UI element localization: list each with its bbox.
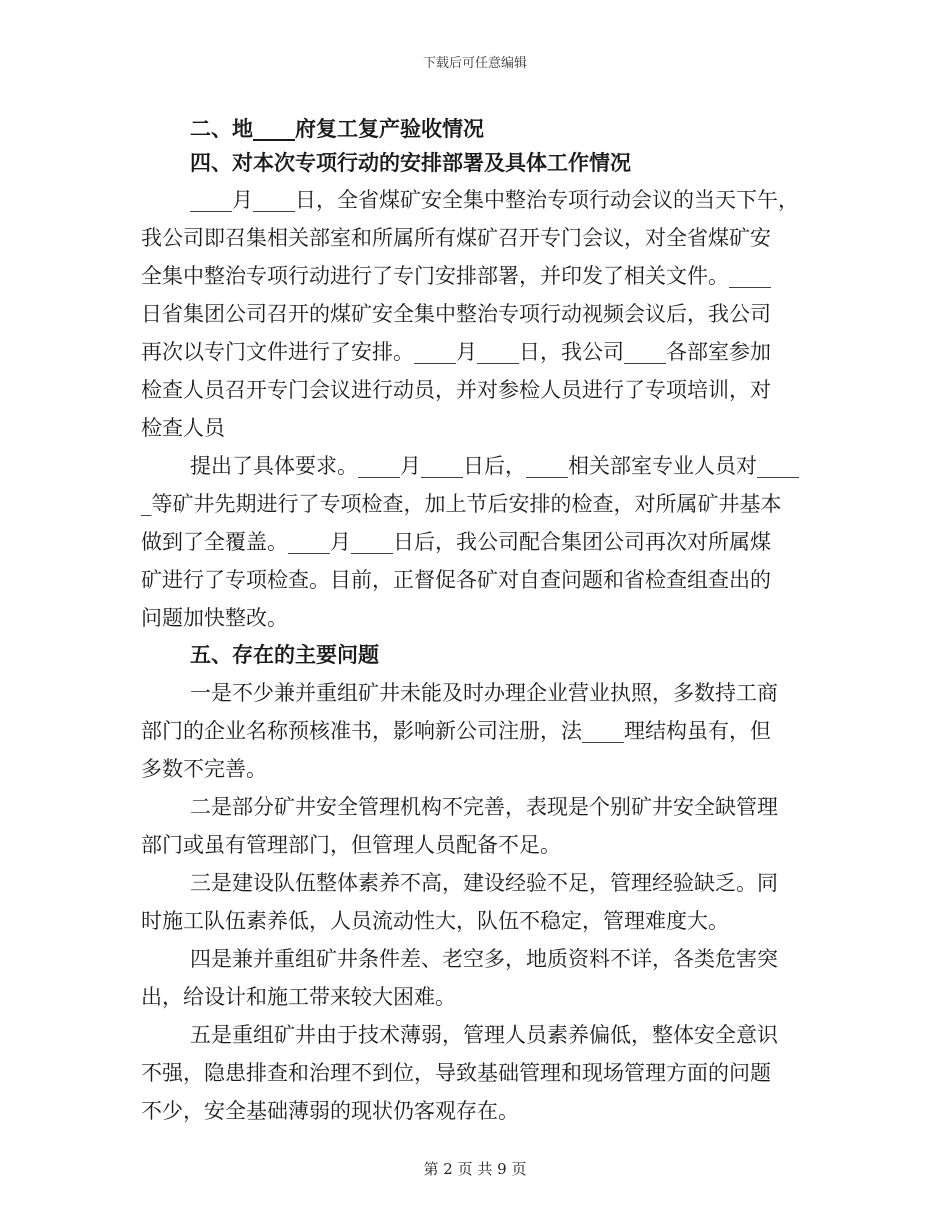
paragraph-line: 检查人员召开专门会议进行动员，并对参检人员进行了专项培训，对 [141, 378, 771, 402]
section-heading: 五、存在的主要问题 [190, 642, 379, 667]
page-footer: 第 2 页 共 9 页 [423, 1160, 527, 1178]
paragraph-line: 二是部分矿井安全管理机构不完善，表现是个别矿井安全缺管理 [190, 795, 778, 819]
paragraph-line: 部门的企业名称预核准书，影响新公司注册，法____理结构虽有，但 [141, 719, 771, 743]
paragraph-line: 全集中整治专项行动进行了专门安排部署，并印发了相关文件。____ [141, 264, 771, 288]
paragraph-line: _等矿井先期进行了专项检查，加上节后安排的检查，对所属矿井基本 [141, 492, 782, 516]
paragraph-line: 日省集团公司召开的煤矿安全集中整治专项行动视频会议后，我公司 [141, 302, 771, 326]
paragraph-line: 提出了具体要求。____月____日后，____相关部室专业人员对____ [190, 454, 799, 478]
page-header: 下载后可任意编辑 [422, 56, 527, 71]
paragraph-line: 一是不少兼并重组矿井未能及时办理企业营业执照，多数持工商 [190, 681, 778, 705]
paragraph-line: 矿进行了专项检查。目前，正督促各矿对自查问题和省检查组查出的 [141, 568, 771, 592]
paragraph-line: 部门或虽有管理部门，但管理人员配备不足。 [141, 833, 561, 857]
paragraph-line: 时施工队伍素养低，人员流动性大，队伍不稳定，管理难度大。 [141, 909, 729, 933]
paragraph-line: 三是建设队伍整体素养不高，建设经验不足，管理经验缺乏。同 [190, 871, 778, 895]
paragraph-line: 问题加快整改。 [141, 606, 288, 630]
paragraph-line: 我公司即召集相关部室和所属所有煤矿召开专门会议，对全省煤矿安 [141, 226, 771, 250]
paragraph-line: 多数不完善。 [141, 757, 267, 781]
paragraph-line: 四是兼并重组矿井条件差、老空多，地质资料不详，各类危害突 [190, 947, 778, 971]
paragraph-line: ____月____日，全省煤矿安全集中整治专项行动会议的当天下午， [190, 188, 799, 212]
paragraph-line: 再次以专门文件进行了安排。____月____日，我公司____各部室参加 [141, 340, 771, 364]
paragraph-line: 不少，安全基础薄弱的现状仍客观存在。 [141, 1099, 519, 1123]
paragraph-line: 检查人员 [141, 416, 225, 440]
section-heading: 四、对本次专项行动的安排部署及具体工作情况 [190, 150, 631, 175]
paragraph-line: 五是重组矿井由于技术薄弱，管理人员素养偏低，整体安全意识 [190, 1023, 778, 1047]
paragraph-line: 不强，隐患排查和治理不到位，导致基础管理和现场管理方面的问题 [141, 1061, 771, 1085]
section-heading: 二、地____府复工复产验收情况 [190, 116, 484, 141]
paragraph-line: 做到了全覆盖。____月____日后，我公司配合集团公司再次对所属煤 [141, 530, 771, 554]
paragraph-line: 出，给设计和施工带来较大困难。 [141, 985, 456, 1009]
